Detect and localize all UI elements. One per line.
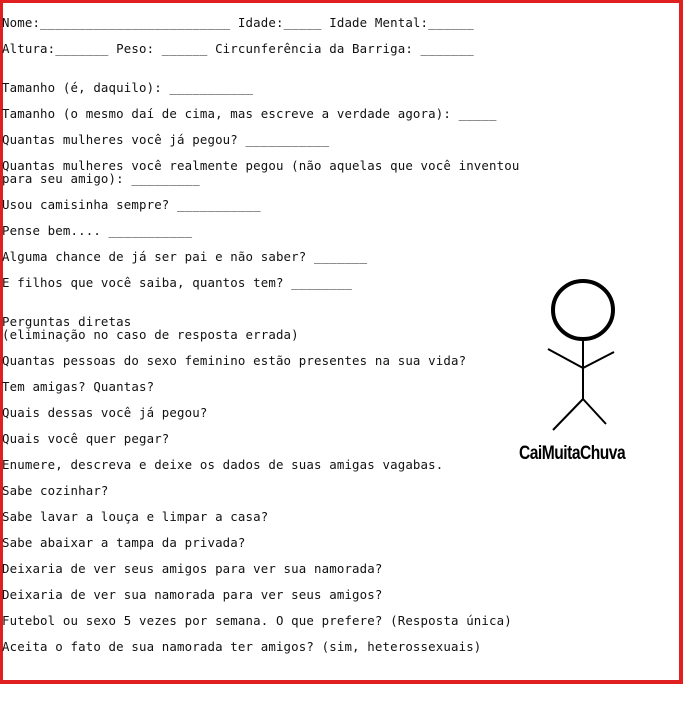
- question-women-real-line-1: Quantas mulheres você realmente pegou (não aquelas que você inventou: [2, 158, 520, 173]
- direct-question-2: Tem amigas? Quantas?: [2, 379, 155, 394]
- section-subtitle: (eliminação no caso de resposta errada): [2, 327, 299, 342]
- direct-question-11: Futebol ou sexo 5 vezes por semana. O que prefere? (Resposta única): [2, 613, 512, 628]
- section-title: Perguntas diretas: [2, 314, 132, 329]
- question-children: E filhos que você saiba, quantos tem? ________: [2, 275, 353, 290]
- question-size: Tamanho (é, daquilo): ___________: [2, 80, 254, 95]
- question-size-truth: Tamanho (o mesmo daí de cima, mas escreve a verdade agora): _____: [2, 106, 497, 121]
- stick-figure-icon: [540, 278, 630, 433]
- direct-question-7: Sabe lavar a louça e limpar a casa?: [2, 509, 269, 524]
- question-unknown-father: Alguma chance de já ser pai e não saber? _______: [2, 249, 368, 264]
- author-signature: CaiMuitaChuva: [519, 443, 626, 464]
- direct-question-12: Aceita o fato de sua namorada ter amigos? (sim, heterossexuais): [2, 639, 482, 654]
- direct-question-8: Sabe abaixar a tampa da privada?: [2, 535, 246, 550]
- direct-question-5: Enumere, descreva e deixe os dados de suas amigas vagabas.: [2, 457, 444, 472]
- direct-question-10: Deixaria de ver sua namorada para ver seus amigos?: [2, 587, 383, 602]
- question-women-count: Quantas mulheres você já pegou? ___________: [2, 132, 330, 147]
- direct-question-6: Sabe cozinhar?: [2, 483, 109, 498]
- question-condom: Usou camisinha sempre? ___________: [2, 197, 261, 212]
- direct-question-3: Quais dessas você já pegou?: [2, 405, 208, 420]
- personal-info-line-2: Altura:_______ Peso: ______ Circunferência da Barriga: _______: [2, 41, 474, 56]
- question-women-real-line-2: para seu amigo): _________: [2, 171, 200, 186]
- direct-question-9: Deixaria de ver seus amigos para ver sua namorada?: [2, 561, 383, 576]
- question-think: Pense bem.... ___________: [2, 223, 193, 238]
- direct-question-1: Quantas pessoas do sexo feminino estão presentes na sua vida?: [2, 353, 467, 368]
- direct-question-4: Quais você quer pegar?: [2, 431, 170, 446]
- personal-info-line-1: Nome:_________________________ Idade:_____ Idade Mental:______: [2, 15, 474, 30]
